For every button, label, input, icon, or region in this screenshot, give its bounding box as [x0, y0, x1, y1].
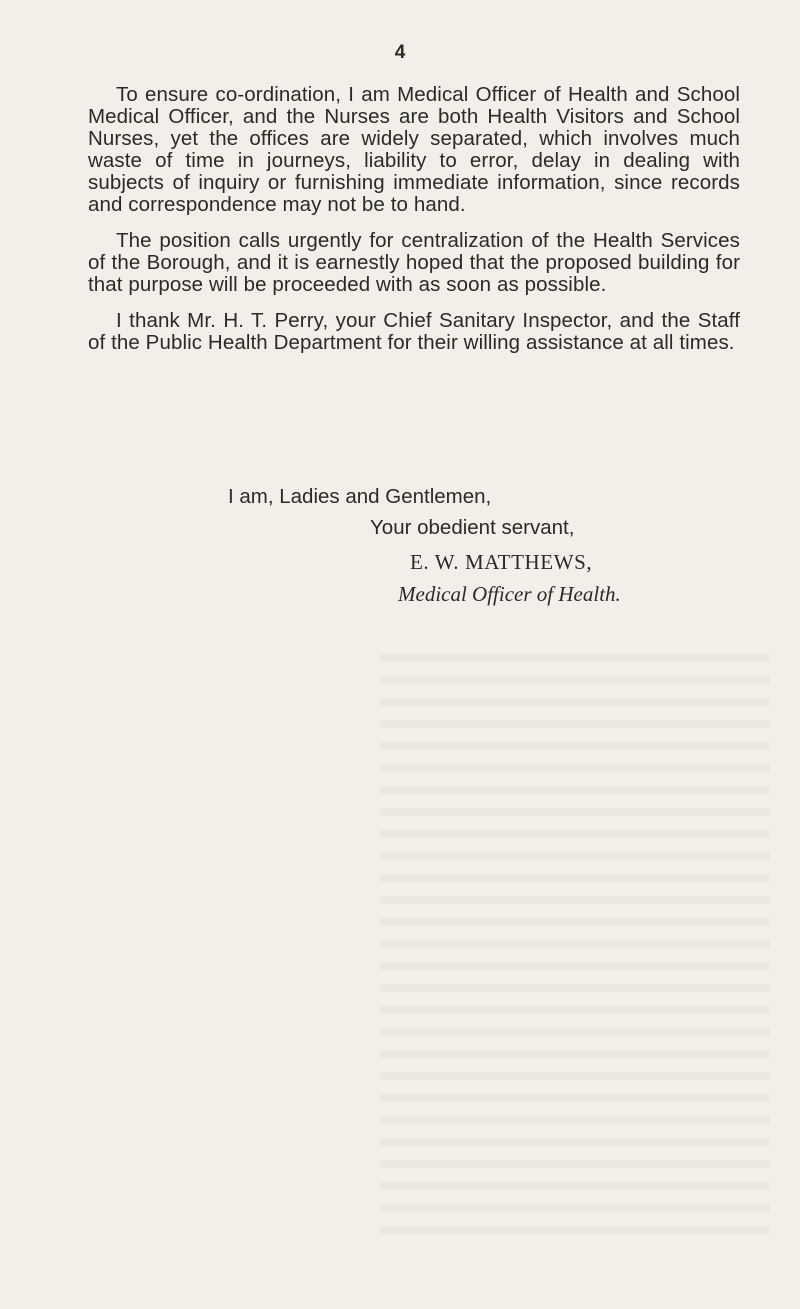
- closing-subscript: Your obedient servant,: [370, 516, 575, 539]
- paragraph: I thank Mr. H. T. Perry, your Chief Sanitary Inspector, and the Staff of the Public Health Department for their willing assistance at all times.: [88, 309, 740, 354]
- show-through-bleed: [380, 640, 770, 1240]
- signature-name: E. W. MATTHEWS,: [410, 550, 593, 574]
- letter-body: [88, 84, 740, 368]
- paragraph: To ensure co-ordination, I am Medical Officer of Health and School Medical Officer, and the Nurses are both Health Visitors and School Nurses, yet the offices are widely separated, which involves much waste of time in journeys, liability to error, delay in dealing with subjects of inquiry or furnishing immediate information, since records and correspondence may not be to hand.: [88, 83, 740, 216]
- closing-salutation: I am, Ladies and Gentlemen,: [228, 485, 492, 508]
- signature-title: Medical Officer of Health.: [398, 582, 621, 606]
- paragraph: The position calls urgently for centralization of the Health Services of the Borough, and it is earnestly hoped that the proposed building for that purpose will be proceeded with as soon as possible.: [88, 229, 740, 296]
- page-number: 4: [394, 42, 406, 63]
